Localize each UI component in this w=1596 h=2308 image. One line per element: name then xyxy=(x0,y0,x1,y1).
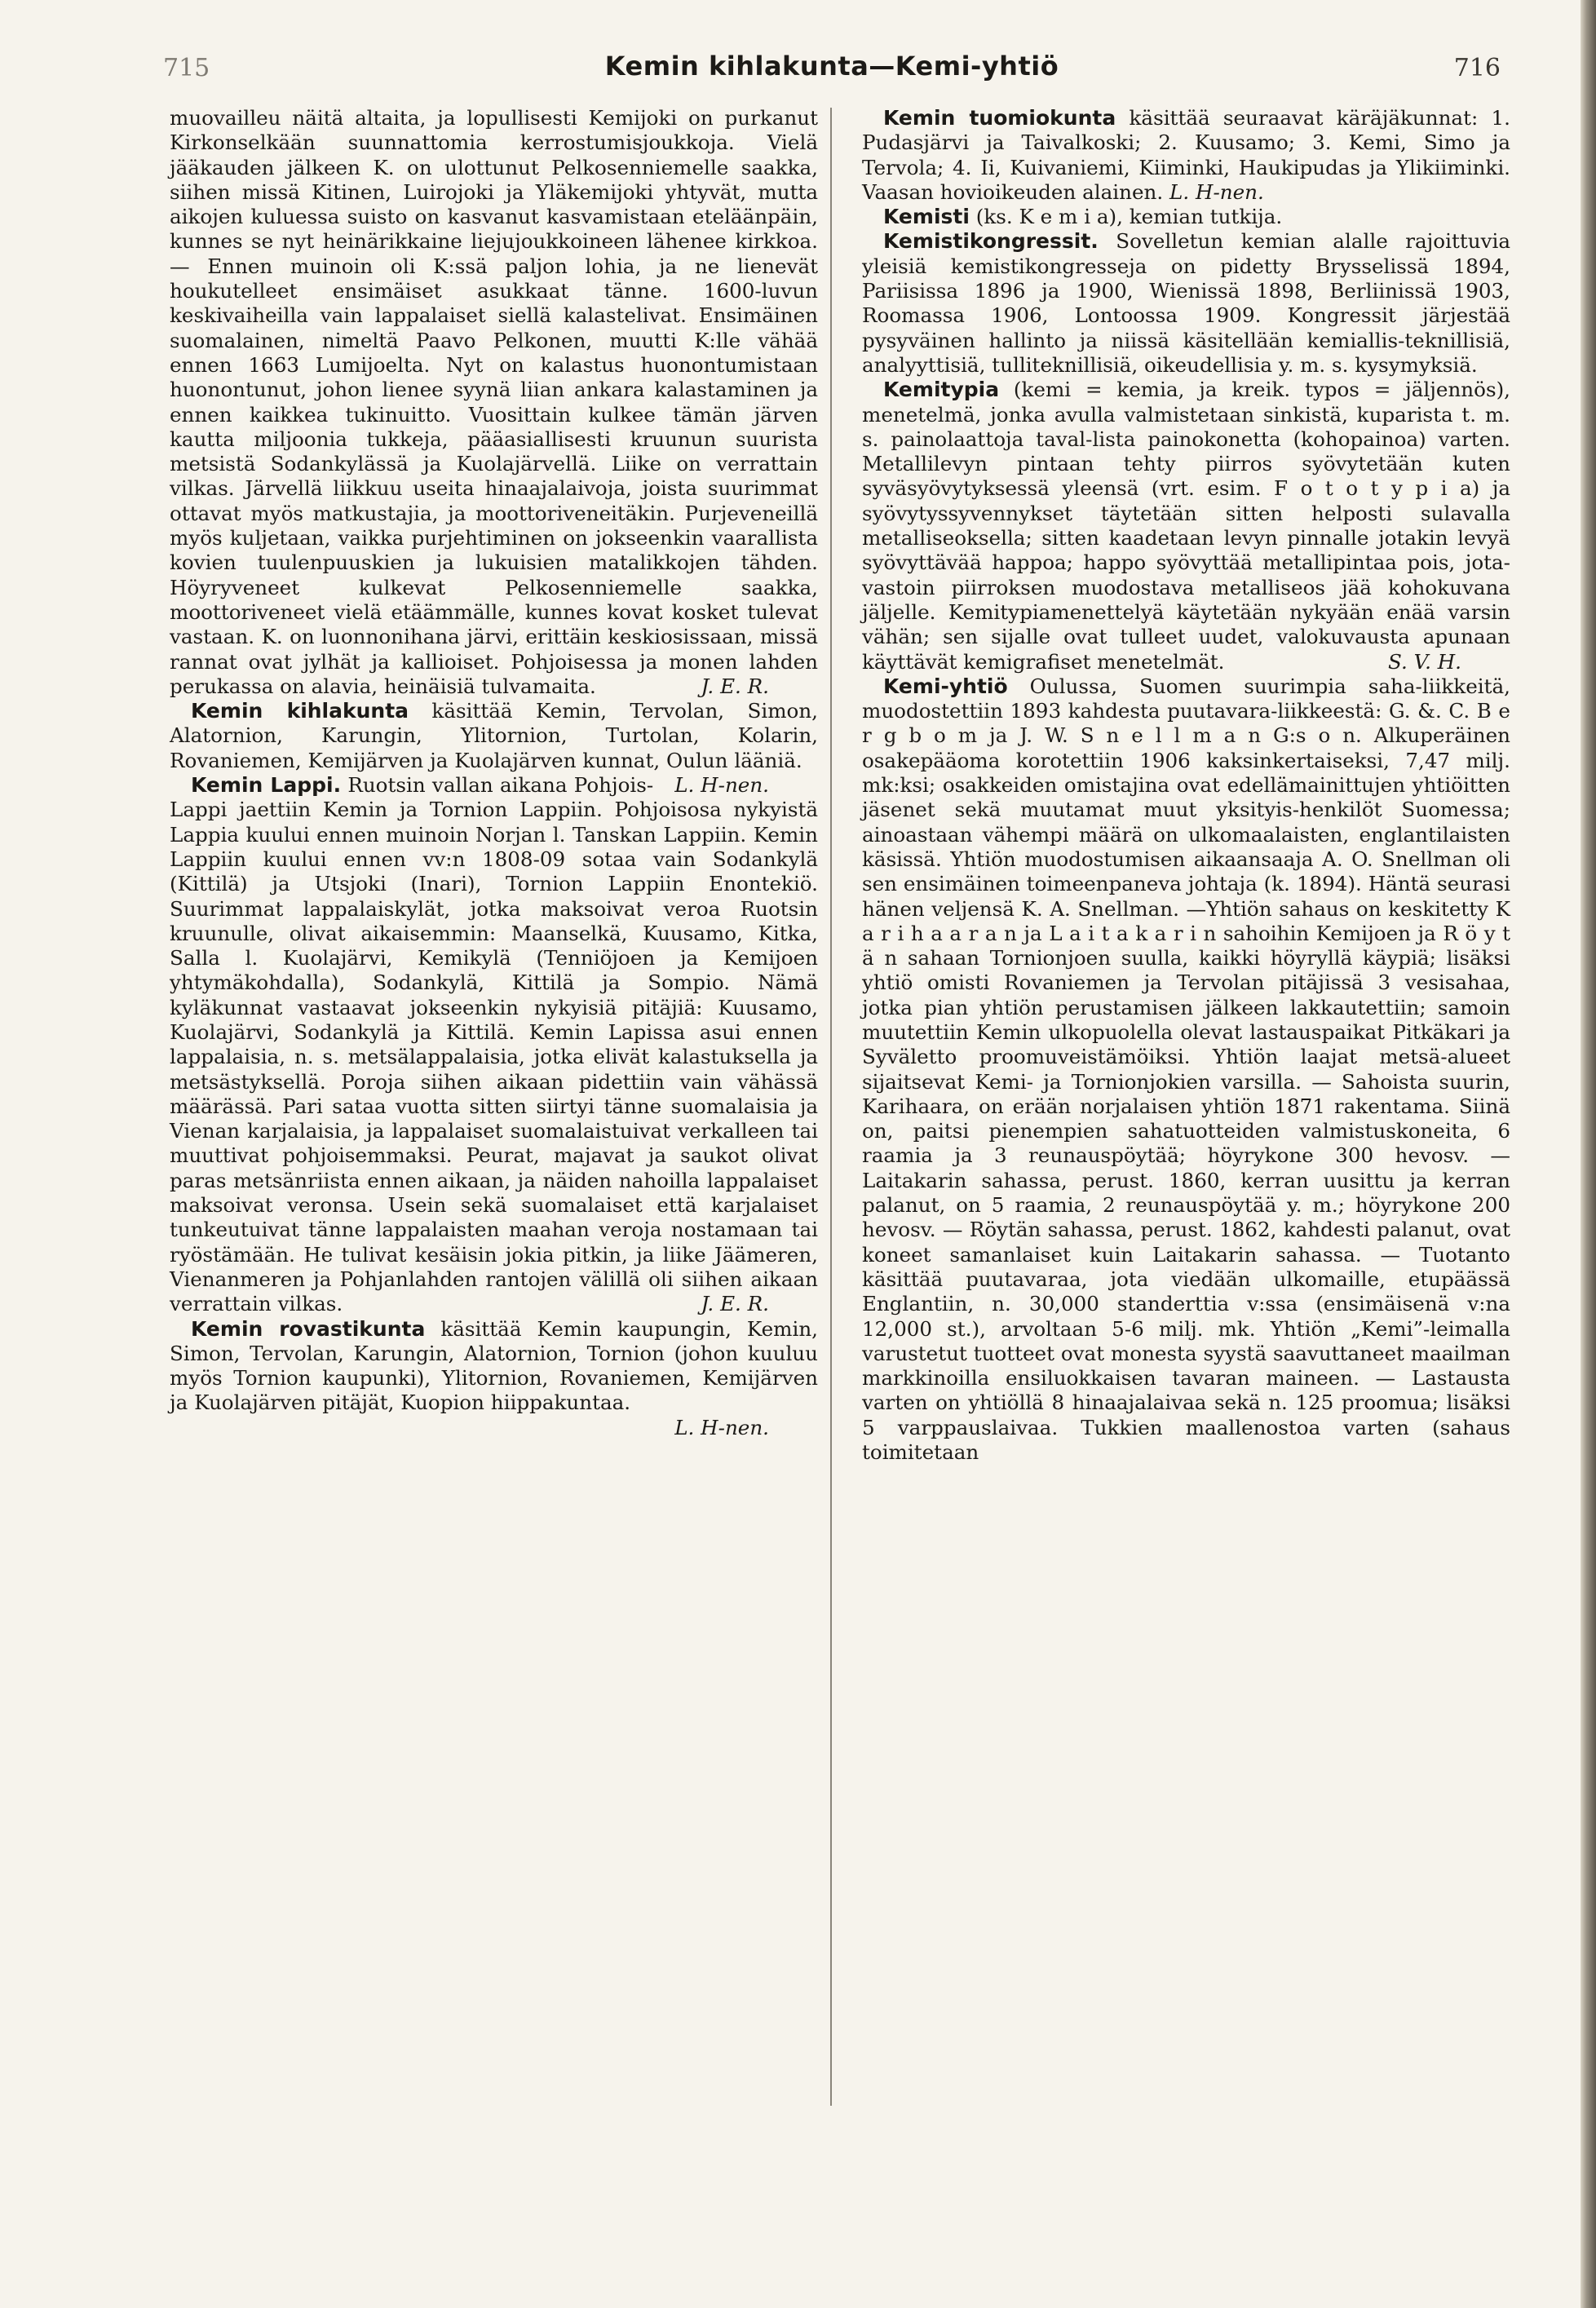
article-kemistikongressit xyxy=(862,229,1510,378)
article-kemitypia xyxy=(862,378,1510,674)
author-signature: J. E. R. xyxy=(701,674,769,698)
author-signature: L. H-nen. xyxy=(674,773,769,798)
article-text: Oulussa, Suomen suurimpia saha-liikkeitä, muodostettiin 1893 kahdesta puutavara-liikkeestä: G. &. C. B e r g b o m ja J. W. S n e l l m a n G:s o n. Alkuperäinen osakepääoma korotettiin 1906 kaksinkertaiseksi, 7,47 milj. mk:ksi; osakkeiden omistajina ovat edellämainittujen yhtiöitten jäsenet sekä muutamat muut yksityis-henkilöt Suomessa; ainoastaan vähempi määrä on ulkomaalaisten, englantilaisten käsissä. Yhtiön muodostumisen aikaansaaja A. O. Snellman oli sen ensimäinen toimeenpaneva johtaja (k. 1894). Häntä seurasi hänen veljensä K. A. Snellman. —Yhtiön sahaus on keskitetty K a r i h a a r a n ja L a i t a k a r i n sahoihin Kemijoen ja R ö y t ä n sahaan Tornionjoen suulla, kaikki höyryllä käypiä; lisäksi yhtiö omisti Rovaniemen ja Tervolan pitäjissä 3 vesisahaa, jotka pian yhtiön perustamisen jälkeen lakkautettiin; samoin muutettiin Kemin ulkopuolella olevat lastauspaikat Pitkäkari ja Syväletto proomuveistämöiksi. Yhtiön laajat metsä-alueet sijaitsevat Kemi- ja Tornionjokien varsilla. — Sahoista suurin, Karihaara, on erään norjalaisen yhtiön 1871 rakentama. Siinä on, paitsi pienempien sahatuotteiden valmistuskoneita, 6 raamia ja 3 reunauspöytää; höyrykone 300 hevosv. — Laitakarin sahassa, perust. 1860, kerran uusittu ja kerran palanut, on 5 raamia, 2 reunauspöytää y. m.; höyrykone 200 hevosv. — Röytän sahassa, perust. 1862, kahdesti palanut, ovat koneet samanlaiset kuin Laitakarin sahassa. — Tuotanto käsittää puutavaraa, jota viedään ulkomaille, etupäässä Englantiin, n. 30,000 standerttia v:ssa (ensimäisenä v:na 12,000 st.), arvoltaan 5-6 milj. mk. Yhtiön „Kemi”-leimalla varustetut tuotteet ovat monesta syystä saavuttaneet maailman markkinoilla ensiluokkaisen tavaran maineen. — Lastausta varten on yhtiöllä 8 hinaajalaivaa sekä n. 125 proomua; lisäksi 5 varppauslaivaa. Tukkien maallenostoa varten (sahaus toimitetaan xyxy=(862,674,1510,1465)
article-headword: Kemin rovastikunta xyxy=(191,1316,426,1341)
article-headword: Kemin tuomiokunta xyxy=(883,106,1116,130)
author-signature: L. H-nen. xyxy=(674,1415,769,1439)
page-number-right: 716 xyxy=(1453,54,1501,82)
left-column xyxy=(170,106,818,1440)
article-text: Ruotsin vallan aikana Pohjois-Lappi jaettiin Kemin ja Tornion Lappiin. Pohjoisosa nykyistä Lappia kuului ennen muinoin Norjan l. Tanskan Lappiin. Kemin Lappiin kuului ennen vv:n 1808-09 sotaa vain Sodankylä (Kittilä) ja Utsjoki (Inari), Tornion Lappiin Enontekiö. Suurimmat lappalaiskylät, jotka maksoivat veroa Ruotsin kruunulle, olivat aikaisemmin: Maanselkä, Kuusamo, Kitka, Salla l. Kuolajärvi, Kemikylä (Tenniöjoen ja Kemijoen yhtymäkohdalla), Sodankylä, Kittilä ja Sompio. Nämä kyläkunnat vastaavat jokseenkin nykyisiä pitäjiä: Kuusamo, Kuolajärvi, Sodankylä ja Kittilä. Kemin Lapissa asui ennen lappalaisia, n. s. metsälappalaisia, jotka elivät kalastuksella ja metsästyksellä. Poroja siihen aikaan pidettiin vain vähässä määrässä. Pari sataa vuotta sitten siirtyi tänne suomalaisia ja Vienan karjalaisia, ja lappalaiset suomalaistuivat verkalleen tai muuttivat pohjoisemmaksi. Peurat, majavat ja saukot olivat paras metsänriista ennen aikaan, ja näiden nahoilla lappalaiset maksoivat veronsa. Usein sekä suomalaiset että karjalaiset tunkeutuivat tänne lappalaisten maahan veroja nostamaan tai ryöstämään. He tulivat kesäisin jokia pitkin, ja liike Jäämeren, Vienanmeren ja Pohjanlahden rantojen välillä oli siihen aikaan verrattain vilkas. xyxy=(170,773,818,1316)
author-signature: J. E. R. xyxy=(701,1292,769,1316)
right-column xyxy=(862,106,1510,1465)
article-kemin-lappi xyxy=(170,773,818,1317)
article-headword: Kemitypia xyxy=(883,378,1000,402)
running-title: Kemin kihlakunta—Kemi-yhtiö xyxy=(604,51,1059,82)
article-text: käsittää Kemin, Tervolan, Simon, Alatornion, Karungin, Ylitornion, Turtolan, Kolarin, Rovaniemen, Kemijärven ja Kuolajärven kunnat, Oulun lääniä. xyxy=(170,699,818,772)
page-header xyxy=(163,51,1501,91)
column-divider xyxy=(830,108,832,2106)
article-kemin-rovastikunta xyxy=(170,1317,818,1440)
article-text: (ks. K e m i a), kemian tutkija. xyxy=(969,205,1283,229)
article-headword: Kemistikongressit. xyxy=(883,229,1099,254)
article-headword: Kemin kihlakunta xyxy=(191,699,409,723)
article-text: käsittää Kemin kaupungin, Kemin, Simon, Tervolan, Karungin, Alatornion, Tornion (johon kuuluu myös Tornion kaupunki), Ylitornion, Rovaniemen, Kemijärven ja Kuolajärven pitäjät, Kuopion hiippakuntaa. xyxy=(170,1316,819,1415)
article-text: (kemi = kemia, ja kreik. typos = jäljennös), menetelmä, jonka avulla valmistetaan sinkistä, kuparista t. m. s. painolaattoja taval-lista painokonetta (kohopainoa) varten. Metallilevyn pintaan tehty piirros syövytetään kuten syväsyövytyksessä yleensä (vrt. esim. F o t o t y p i a) ja syövytyssyvennykset täytetään sitten helposti sulavalla metalliseoksella; sitten kaadetaan levyn pinnalle jotakin levyä syövyttävää happoa; happo syövyttää metallipintaa pois, jota-vastoin piirroksen muodostava metalliseos jää kohokuvana jäljelle. Kemitypiamenettelyä käytetään nykyään enää varsin vähän; sen sijalle ovat tulleet uudet, valokuvausta apunaan käyttävät kemigrafiset menetelmät. xyxy=(862,378,1510,674)
author-signature: L. H-nen. xyxy=(1169,179,1264,204)
article-text: muovailleu näitä altaita, ja lopullisesti Kemijoki on purkanut Kirkonselkään suunnattomia kerrostumisjoukkoja. Vielä jääkauden jälkeen K. on ulottunut Pelkosenniemelle saakka, siihen missä Kitinen, Luirojoki ja Yläkemijoki yhtyvät, mutta aikojen kuluessa suisto on kasvanut kasvamistaan eteläänpäin, kunnes se nyt heinärikkaine liejujoukkoineen lähenee kirkkoa. — Ennen muinoin oli K:ssä paljon lohia, ja ne lienevät houkutelleet ensimäiset asukkaat tänne. 1600-luvun keskivaiheilla vain lappalaiset siellä kalastelivat. Ensimäinen suomalainen, nimeltä Paavo Pelkonen, muutti K:lle vähää ennen 1663 Lumijoelta. Nyt on kalastus huonontumistaan huonontunut, johon lienee syynä liian ankara kalastaminen ja ennen kaikkea tukinuitto. Vuosittain kulkee tämän järven kautta miljoonia tukkeja, pääasiallisesti kruunun suurista metsistä Sodankylässä ja Kuolajärvellä. Liike on verrattain vilkas. Järvellä liikkuu useita hinaajalaivoja, joista suurimmat ottavat myös matkustajia, ja moottoriveneitäkin. Purjeveneillä myös kuljetaan, vaikka purjehtiminen on jokseenkin vaarallista kovien tuulenpuuskien ja lukuisien matalikkojen tähden. Höyryveneet kulkevat Pelkosenniemelle saakka, moottoriveneet vielä etäämmälle, kunnes kovat kosket tulevat vastaan. K. on luonnonihana järvi, erittäin keskiosissaan, missä rannat ovat jylhät ja kallioiset. Pohjoisessa ja monen lahden perukassa on alavia, heinäisiä tulvamaita. xyxy=(170,106,818,698)
article-headword: Kemi-yhtiö xyxy=(883,674,1008,698)
article-kemisti xyxy=(862,205,1510,229)
author-signature: S. V. H. xyxy=(1388,649,1461,674)
article-headword: Kemin Lappi. xyxy=(191,773,342,798)
article-kemi-yhtio xyxy=(862,674,1510,1466)
article-kemijarvi-continuation xyxy=(170,106,818,699)
page-edge-shadow xyxy=(1581,0,1596,2308)
article-text: Sovelletun kemian alalle rajoittuvia yleisiä kemistikongresseja on pidetty Brysselissä 1894, Pariisissa 1896 ja 1900, Wienissä 1898, Berliinissä 1903, Roomassa 1906, Lontoossa 1909. Kongressit järjestää pysyväinen hallinto ja niissä käsitellään kemiallis-teknillisiä, analyyttisiä, tulliteknillisiä, oikeudellisia y. m. s. kysymyksiä. xyxy=(862,229,1510,377)
article-headword: Kemisti xyxy=(883,205,970,229)
article-kemin-tuomiokunta xyxy=(862,106,1510,205)
article-text: käsittää seuraavat käräjäkunnat: 1. Pudasjärvi ja Taivalkoski; 2. Kuusamo; 3. Kemi, Simo ja Tervola; 4. Ii, Kuivaniemi, Kiiminki, Haukipudas ja Ylikiiminki. Vaasan hovioikeuden alainen. xyxy=(862,106,1510,204)
page-number-left: 715 xyxy=(163,54,210,82)
